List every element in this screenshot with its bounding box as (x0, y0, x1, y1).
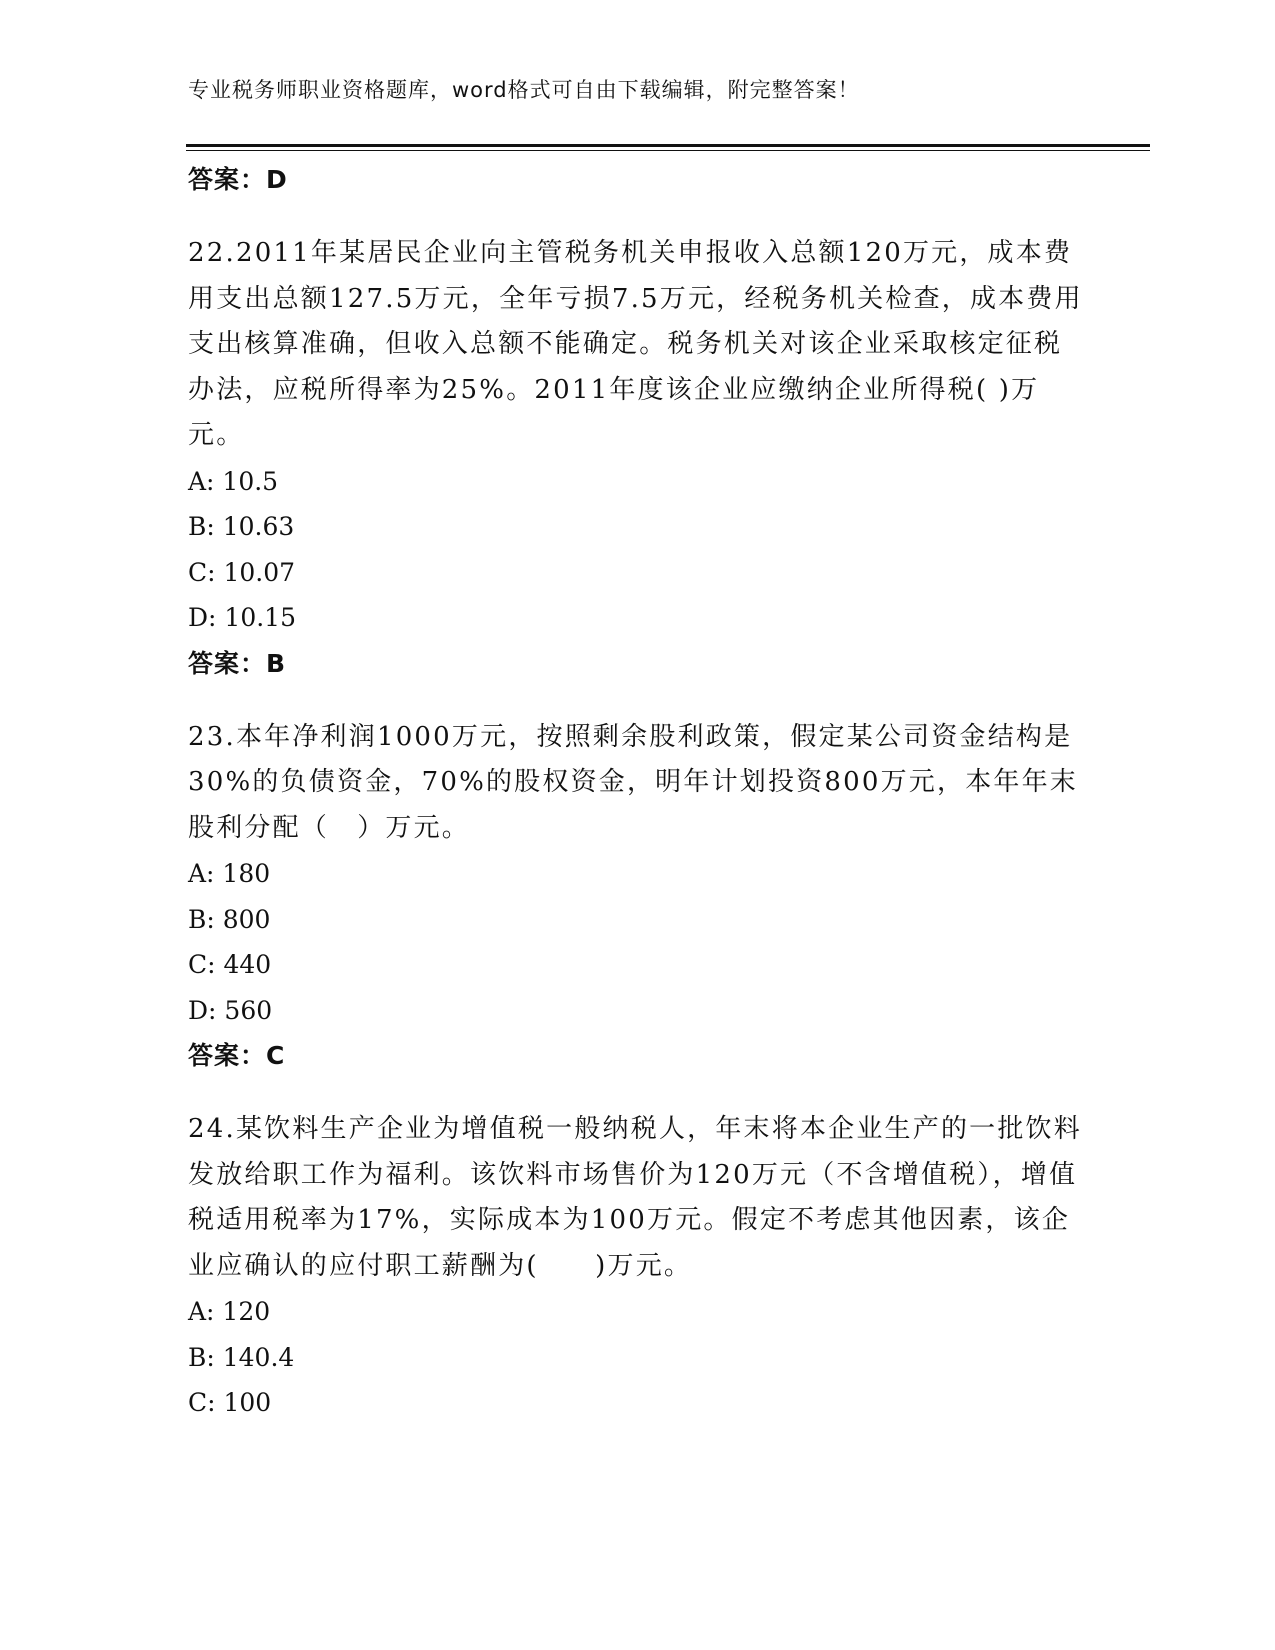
header-divider-thick (186, 144, 1150, 147)
option-a: A: 10.5 (188, 466, 279, 496)
question-block (188, 231, 1088, 686)
question-block (188, 1107, 1088, 1426)
option-c: C: 100 (188, 1388, 272, 1417)
answer-label: 答案：B (188, 648, 287, 678)
option-a: A: 120 (188, 1297, 271, 1326)
header-divider-thin (186, 150, 1150, 151)
option-d: D: 560 (188, 995, 273, 1025)
question-stem: 23.本年净利润1000万元，按照剩余股利政策，假定某公司资金结构是30%的负债资金，70%的股权资金，明年计划投资800万元，本年年末股利分配（ ）万元。 (188, 721, 1079, 843)
option-b: B: 10.63 (188, 512, 295, 541)
question-stem: 24.某饮料生产企业为增值税一般纳税人，年末将本企业生产的一批饮料发放给职工作为福利。该饮料市场售价为120万元（不含增值税），增值税适用税率为17%，实际成本为100万元。假定不考虑其他因素，该企业应确认的应付职工薪酬为( )万元。 (188, 1114, 1082, 1281)
option-a: A: 180 (188, 859, 271, 888)
option-c: C: 440 (188, 950, 272, 979)
option-d: D: 10.15 (188, 603, 296, 632)
question-content (188, 157, 1088, 1426)
option-c: C: 10.07 (188, 557, 296, 587)
answer-label: 答案：C (188, 1041, 286, 1070)
question-block (188, 715, 1088, 1079)
option-b: B: 140.4 (188, 1342, 295, 1372)
answer-label: 答案：D (188, 165, 288, 194)
page-header: 专业税务师职业资格题库，word格式可自由下载编辑，附完整答案！ (188, 78, 860, 102)
question-stem: 22.2011年某居民企业向主管税务机关申报收入总额120万元，成本费用支出总额127.5万元，全年亏损7.5万元，经税务机关检查，成本费用支出核算准确，但收入总额不能确定。税务机关对该企业采取核定征税办法，应税所得率为25%。2011年度该企业应缴纳企业所得税( )万元。 (188, 238, 1083, 450)
option-b: B: 800 (188, 904, 271, 934)
